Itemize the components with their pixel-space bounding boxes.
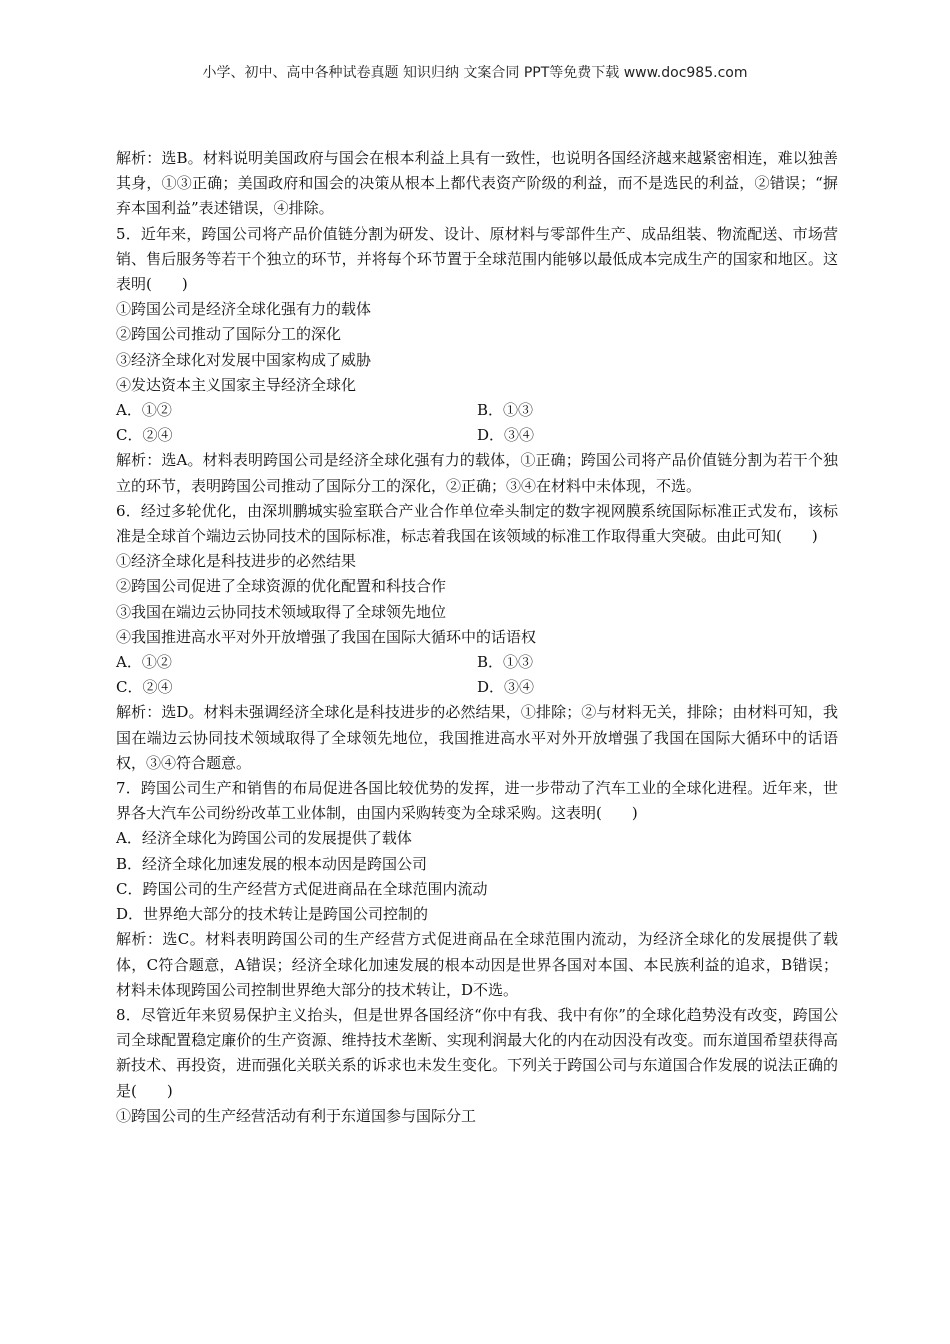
option-left: C．②④	[116, 678, 173, 697]
paragraph: ①跨国公司的生产经营活动有利于东道国参与国际分工	[116, 1106, 477, 1125]
option-right: D．③④	[477, 426, 535, 445]
paragraph: ①经济全球化是科技进步的必然结果	[116, 552, 357, 571]
paragraph: ①跨国公司是经济全球化强有力的载体	[116, 300, 372, 319]
paragraph: 解析：选C。材料表明跨国公司的生产经营方式促进商品在全球范围内流动，为经济全球化的发展提供了载体，C符合题意，A错误；经济全球化加速发展的根本动因是世界各国对本国、本民族利益的追求，B错误；材料未体现跨国公司控制世界绝大部分的技术转让，D不选。	[116, 930, 838, 999]
paragraph: 解析：选A。材料表明跨国公司是经济全球化强有力的载体，①正确；跨国公司将产品价值链分割为若干个独立的环节，表明跨国公司推动了国际分工的深化，②正确；③④在材料中未体现，不选。	[116, 451, 838, 495]
paragraph: 7．跨国公司生产和销售的布局促进各国比较优势的发挥，进一步带动了汽车工业的全球化进程。近年来，世界各大汽车公司纷纷改革工业体制，由国内采购转变为全球采购。这表明( )	[116, 779, 838, 823]
paragraph: ③我国在端边云协同技术领域取得了全球领先地位	[116, 602, 447, 621]
paragraph: B．经济全球化加速发展的根本动因是跨国公司	[116, 854, 428, 873]
option-row	[116, 650, 838, 675]
paragraph: A．经济全球化为跨国公司的发展提供了载体	[116, 829, 412, 848]
option-right: B．①③	[477, 401, 534, 420]
option-row	[116, 398, 838, 423]
page-header: 小学、初中、高中各种试卷真题 知识归纳 文案合同 PPT等免费下载 www.doc985.com	[202, 65, 748, 81]
paragraph: ②跨国公司促进了全球资源的优化配置和科技合作	[116, 577, 447, 596]
option-right: B．①③	[477, 653, 534, 672]
paragraph: 解析：选D。材料未强调经济全球化是科技进步的必然结果，①排除；②与材料无关，排除；由材料可知，我国在端边云协同技术领域取得了全球领先地位，我国推进高水平对外开放增强了我国在国际大循环中的话语权，③④符合题意。	[116, 703, 838, 772]
paragraph: 5．近年来，跨国公司将产品价值链分割为研发、设计、原材料与零部件生产、成品组装、物流配送、市场营销、售后服务等若干个独立的环节，并将每个环节置于全球范围内能够以最低成本完成生产的国家和地区。这表明( )	[116, 224, 838, 294]
option-right: D．③④	[477, 678, 535, 697]
option-left: A．①②	[116, 653, 172, 672]
paragraph: 8．尽管近年来贸易保护主义抬头，但是世界各国经济“你中有我、我中有你”的全球化趋势没有改变，跨国公司全球配置稳定廉价的生产资源、维持技术垄断、实现利润最大化的内在动因没有改变。而东道国希望获得高新技术、再投资，进而强化关联关系的诉求也未发生变化。下列关于跨国公司与东道国合作发展的说法正确的是( )	[116, 1005, 838, 1100]
option-row	[116, 675, 838, 700]
paragraph: C．跨国公司的生产经营方式促进商品在全球范围内流动	[116, 879, 488, 898]
document-body	[116, 146, 838, 1129]
paragraph: 6．经过多轮优化，由深圳鹏城实验室联合产业合作单位牵头制定的数字视网膜系统国际标准正式发布，该标准是全球首个端边云协同技术的国际标准，标志着我国在该领域的标准工作取得重大突破。由此可知( )	[116, 501, 838, 546]
paragraph: ③经济全球化对发展中国家构成了威胁	[116, 350, 372, 369]
option-row	[116, 423, 838, 448]
paragraph: ④我国推进高水平对外开放增强了我国在国际大循环中的话语权	[116, 627, 537, 646]
option-left: A．①②	[116, 401, 172, 420]
paragraph: ④发达资本主义国家主导经济全球化	[116, 375, 357, 394]
paragraph: D．世界绝大部分的技术转让是跨国公司控制的	[116, 905, 429, 924]
paragraph: 解析：选B。材料说明美国政府与国会在根本利益上具有一致性，也说明各国经济越来越紧密相连，难以独善其身，①③正确；美国政府和国会的决策从根本上都代表资产阶级的利益，而不是选民的利益，②错误；“摒弃本国利益”表述错误，④排除。	[116, 149, 838, 218]
paragraph: ②跨国公司推动了国际分工的深化	[116, 325, 342, 344]
option-left: C．②④	[116, 426, 173, 445]
